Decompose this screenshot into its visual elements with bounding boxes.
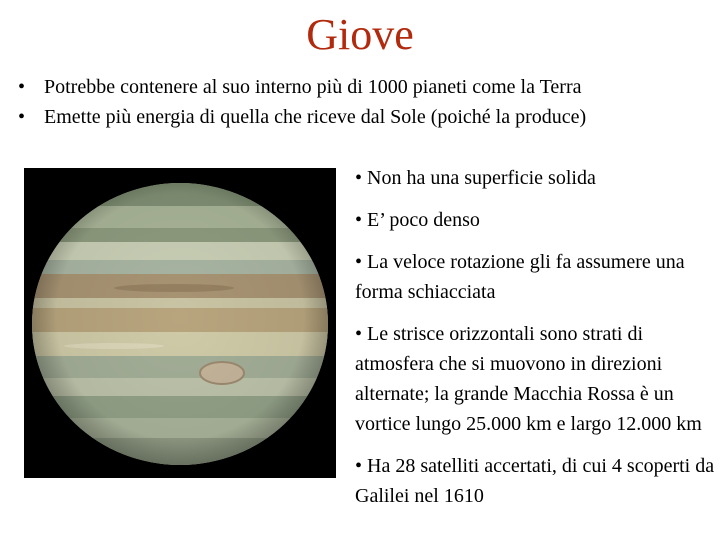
fact-item: • E’ poco denso [355,209,480,231]
fact-item: • Le strisce orizzontali sono strati di atmosfera che si muovono in direzioni alternate; la grande Macchia Rossa è un vortice lungo 25.000 km e largo 12.000 km [355,323,702,435]
top-bullet-item [18,102,718,132]
bullet-text: Emette più energia di quella che riceve dal Sole (poiché la produce) [44,106,587,128]
jupiter-photo [24,168,336,478]
facts-list [355,163,715,511]
bullet-marker: • [18,76,26,98]
fact-item: • Ha 28 satelliti accertati, di cui 4 scoperti da Galilei nel 1610 [355,455,715,507]
fact-item: • Non ha una superficie solida [355,167,596,189]
top-bullet-list [18,72,718,132]
bullet-marker: • [18,106,26,128]
fact-item: • La veloce rotazione gli fa assumere una forma schiacciata [355,251,685,303]
top-bullet-item [18,72,718,102]
jupiter-image [24,168,336,478]
bullet-text: Potrebbe contenere al suo interno più di 1000 pianeti come la Terra [44,76,582,98]
slide-title: Giove [306,10,414,59]
